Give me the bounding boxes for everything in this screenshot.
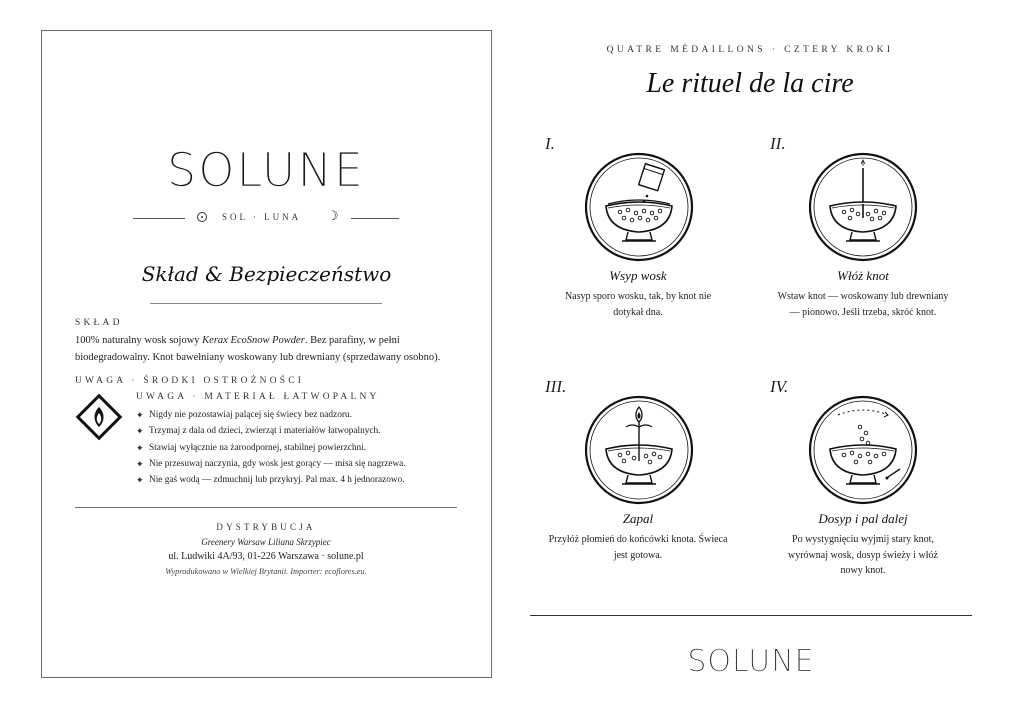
star-bullet-icon: ✦ [136, 475, 144, 486]
flammable-label: UWAGA · MATERIAŁ ŁATWOPALNY [136, 392, 380, 402]
step-number: II. [770, 134, 786, 153]
ingredients-label: SKŁAD [75, 318, 123, 328]
distribution-divider [75, 507, 457, 508]
star-bullet-icon: ✦ [136, 458, 144, 469]
pour-wax-bowl-icon [584, 152, 694, 262]
step-description: Nasyp sporo wosku, tak, by knot nie dotykał dna. [564, 291, 712, 318]
list-item: ✦ Nigdy nie pozostawiaj palącej się świecy bez nadzoru. [136, 407, 406, 423]
step-description: Po wystygnięciu wyjmij stary knot, wyrównaj wosk, dosyp świeży i włóż nowy knot. [788, 534, 938, 576]
origin-note: Wyprodukowano w Wielkiej Brytanii. Importer: ecoflores.eu. [165, 567, 367, 576]
list-item: ✦ Nie gaś wodą — zdmuchnij lub przykryj. Pal max. 4 h jednorazowo. [136, 472, 406, 488]
list-item: ✦ Nie przesuwaj naczynia, gdy wosk jest gorący — misa się nagrzewa. [136, 456, 406, 472]
footer-logo [686, 640, 816, 676]
sun-icon [197, 212, 207, 222]
star-bullet-icon: ✦ [136, 410, 144, 420]
distributor-address: ul. Ludwiki 4A/93, 01-226 Warszawa · solune.pl [168, 551, 364, 562]
tagline-rule-right [351, 218, 399, 219]
step-description: Przyłóż płomień do końcówki knota. Świeca jest gotowa. [548, 534, 728, 561]
step-title: Włóż knot [837, 268, 889, 283]
svg-text:SOLUNE: SOLUNE [687, 644, 815, 676]
brand-logo [166, 138, 366, 194]
warning-list [136, 407, 406, 488]
tagline: SOL · LUNA [222, 212, 302, 222]
refill-bowl-icon [808, 395, 918, 505]
svg-text:SOLUNE: SOLUNE [167, 143, 365, 194]
footer-divider [530, 615, 972, 616]
moon-icon: ☽ [327, 209, 339, 224]
flame-diamond-icon [75, 393, 123, 441]
distribution-label: DYSTRYBUCJA [216, 522, 316, 532]
insert-wick-bowl-icon [808, 152, 918, 262]
caution-label: UWAGA · ŚRODKI OSTROŻNOŚCI [75, 376, 305, 386]
page-title: Skład & Bezpieczeństwo [141, 262, 392, 286]
ingredients-text: 100% naturalny wosk sojowy Kerax EcoSnow Powder. Bez parafiny, w pełni biodegradowalny. Knot bawełniany woskowany lub drewniany (sprzedawany osobno). [75, 335, 441, 363]
list-item: ✦ Stawiaj wyłącznie na żaroodpornej, stabilnej powierzchni. [136, 440, 406, 456]
kicker: QUATRE MÉDAILLONS · CZTERY KROKI [606, 45, 894, 55]
star-bullet-icon: ✦ [136, 442, 144, 453]
step-number: I. [545, 134, 555, 153]
tagline-rule-left [133, 218, 185, 219]
step-description: Wstaw knot — woskowany lub drewniany — pionowo. Jeśli trzeba, skróć knot. [777, 291, 949, 318]
step-number: III. [545, 377, 567, 396]
list-item: ✦ Trzymaj z dala od dzieci, zwierząt i materiałów łatwopalnych. [136, 423, 406, 439]
ritual-title: Le rituel de la cire [646, 68, 854, 99]
step-title: Wsyp wosk [609, 268, 667, 283]
title-underline [150, 303, 382, 304]
step-number: IV. [770, 377, 789, 396]
distributor-name: Greenery Warsaw Liliana Skrzypiec [201, 537, 331, 547]
star-bullet-icon: ✦ [136, 426, 144, 437]
step-title: Dosyp i pal dalej [818, 511, 908, 526]
light-flame-bowl-icon [584, 395, 694, 505]
step-title: Zapal [622, 511, 654, 526]
